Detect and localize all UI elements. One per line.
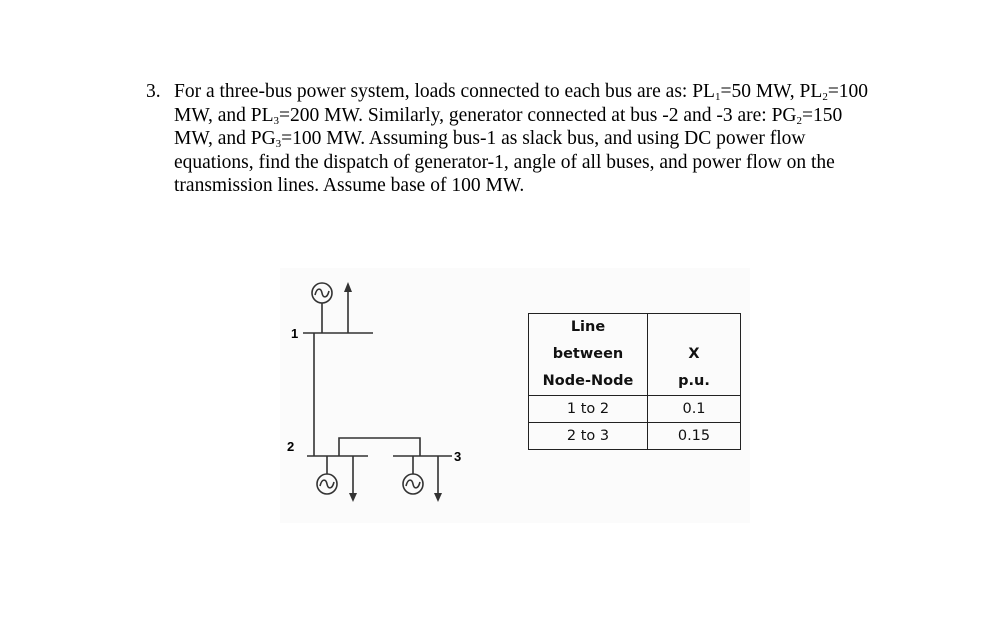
load-3-arrowhead [434, 493, 442, 502]
generator-1-icon [312, 283, 332, 303]
header-line: Line between Node-Node [529, 314, 648, 396]
bus-3-label: 3 [454, 449, 462, 464]
line-reactance-table [528, 313, 741, 450]
line-cell: 1 to 2 [529, 396, 648, 423]
problem-line-4: equations, find the dispatch of generator-1, angle of all buses, and power flow on the [174, 151, 835, 173]
line-cell: 2 to 3 [529, 423, 648, 450]
problem-statement [146, 80, 886, 198]
x-cell: 0.1 [648, 396, 741, 423]
three-bus-diagram [280, 268, 490, 523]
header-x: X p.u. [648, 314, 741, 396]
load-1-arrowhead [344, 282, 352, 292]
problem-text [174, 80, 886, 198]
problem-line-3: MW, and $PG_3=100$ MW. Assuming bus-1 as slack bus, and using DC power flow [174, 128, 806, 150]
problem-line-2: MW, and $PL_3=200$ MW. Similarly, generator connected at bus -2 and -3 are: $PG_2=150$ [174, 104, 843, 127]
problem-line-5: transmission lines. Assume base of 100 MW. [174, 175, 525, 196]
generator-3-icon [403, 474, 423, 494]
table-row [529, 423, 741, 450]
bus-2-label: 2 [287, 439, 295, 454]
load-2-arrowhead [349, 493, 357, 502]
table-row [529, 396, 741, 423]
x-cell: 0.15 [648, 423, 741, 450]
problem-number: 3. [146, 81, 161, 102]
bus-1-label: 1 [291, 326, 299, 341]
problem-line-1: For a three-bus power system, loads connected to each bus are as: $PL_1=50$ MW, $PL_2=100$ [174, 81, 869, 103]
generator-2-icon [317, 474, 337, 494]
line-2-3 [339, 438, 420, 456]
